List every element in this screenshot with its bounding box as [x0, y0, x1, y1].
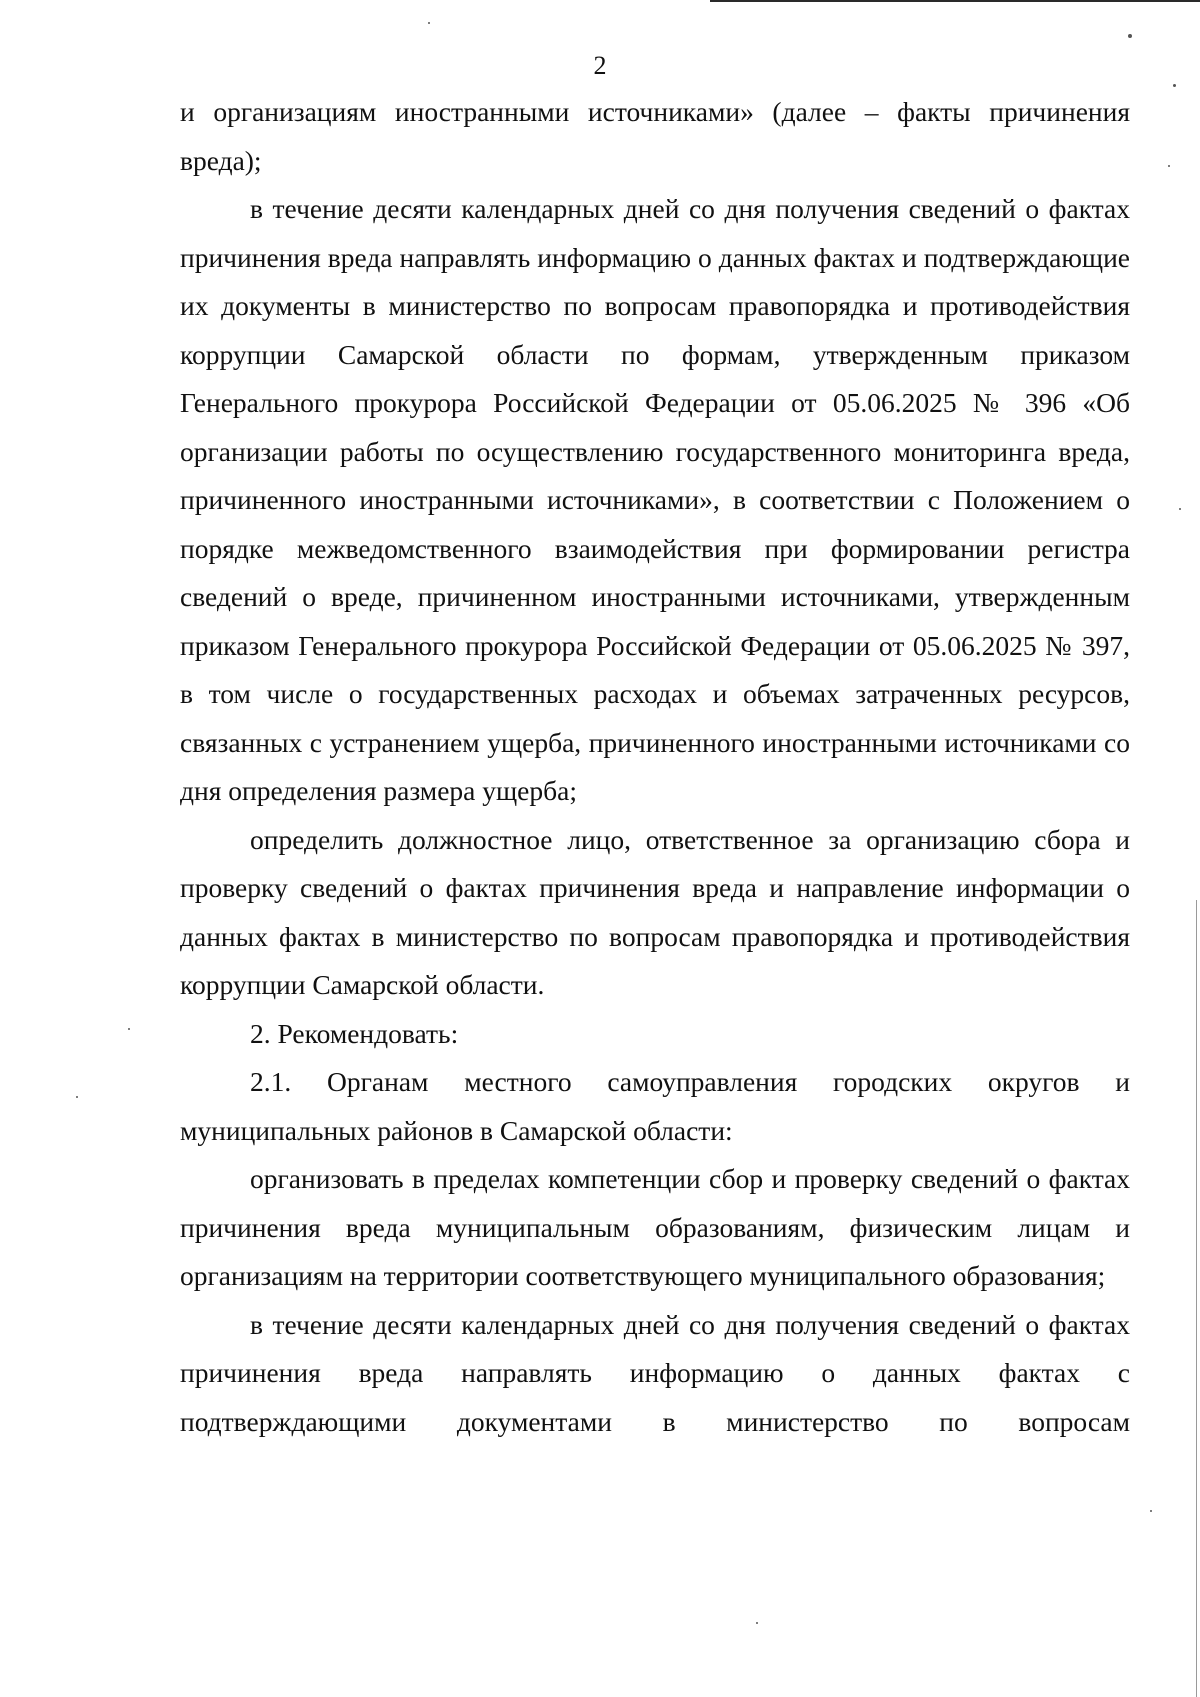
scan-speck — [1150, 1510, 1152, 1512]
scan-speck — [756, 1622, 758, 1624]
top-edge-rule — [710, 0, 1200, 2]
scan-speck — [428, 22, 430, 24]
scan-speck — [1128, 34, 1132, 38]
scan-speck — [76, 1096, 78, 1098]
paragraph-municipal-submit: в течение десяти календарных дней со дня получения сведений о фактах причинения вреда направлять информацию о данных фактах с подтверждающими документами в министерство по вопросам — [180, 1308, 1130, 1437]
paragraph-local-governments: 2.1. Органам местного самоуправления городских округов и муниципальных районов в Самарской области: — [180, 1066, 1130, 1146]
paragraph-organize-collection: организовать в пределах компетенции сбор и проверку сведений о фактах причинения вреда муниципальным образованиям, физическим лицам и организациям на территории соответствующего муниципального образования; — [180, 1163, 1130, 1291]
scan-speck — [128, 1028, 130, 1030]
scan-speck — [1168, 165, 1170, 167]
scan-speck — [1173, 84, 1176, 87]
paragraph-responsible-official: определить должностное лицо, ответственное за организацию сбора и проверку сведений о фактах причинения вреда и направление информации о данных фактах в министерство по вопросам правопорядка и противодействия коррупции Самарской области. — [180, 823, 1130, 1000]
paragraph-recommend-heading: 2. Рекомендовать: — [250, 1017, 459, 1049]
right-edge-rule — [1196, 900, 1197, 1697]
paragraph-continuation: и организациям иностранными источниками» (далее – факты причинения вреда); — [180, 96, 1130, 176]
paragraph-submit-information: в течение десяти календарных дней со дня получения сведений о фактах причинения вреда направлять информацию о данных фактах и подтверждающие их документы в министерство по вопросам правопорядка и противодействия коррупции Самарской области по формам, утвержденным приказом Генерального прокурора Российской Федерации от 05.06.2025 № 396 «Об организации работы по осуществлению государственного мониторинга вреда, причиненного иностранными источниками», в соответствии с Положением о порядке межведомственного взаимодействия при формировании регистра сведений о вреде, причиненном иностранными источниками, утвержденным приказом Генерального прокурора Российской Федерации от 05.06.2025 № 397, в том числе о государственных расходах и объемах затраченных ресурсов, связанных с устранением ущерба, причиненного иностранными источниками со дня определения размера ущерба; — [180, 193, 1130, 806]
page-number: 2 — [593, 51, 607, 80]
document-body — [180, 88, 1130, 1446]
scan-speck — [1179, 508, 1181, 510]
